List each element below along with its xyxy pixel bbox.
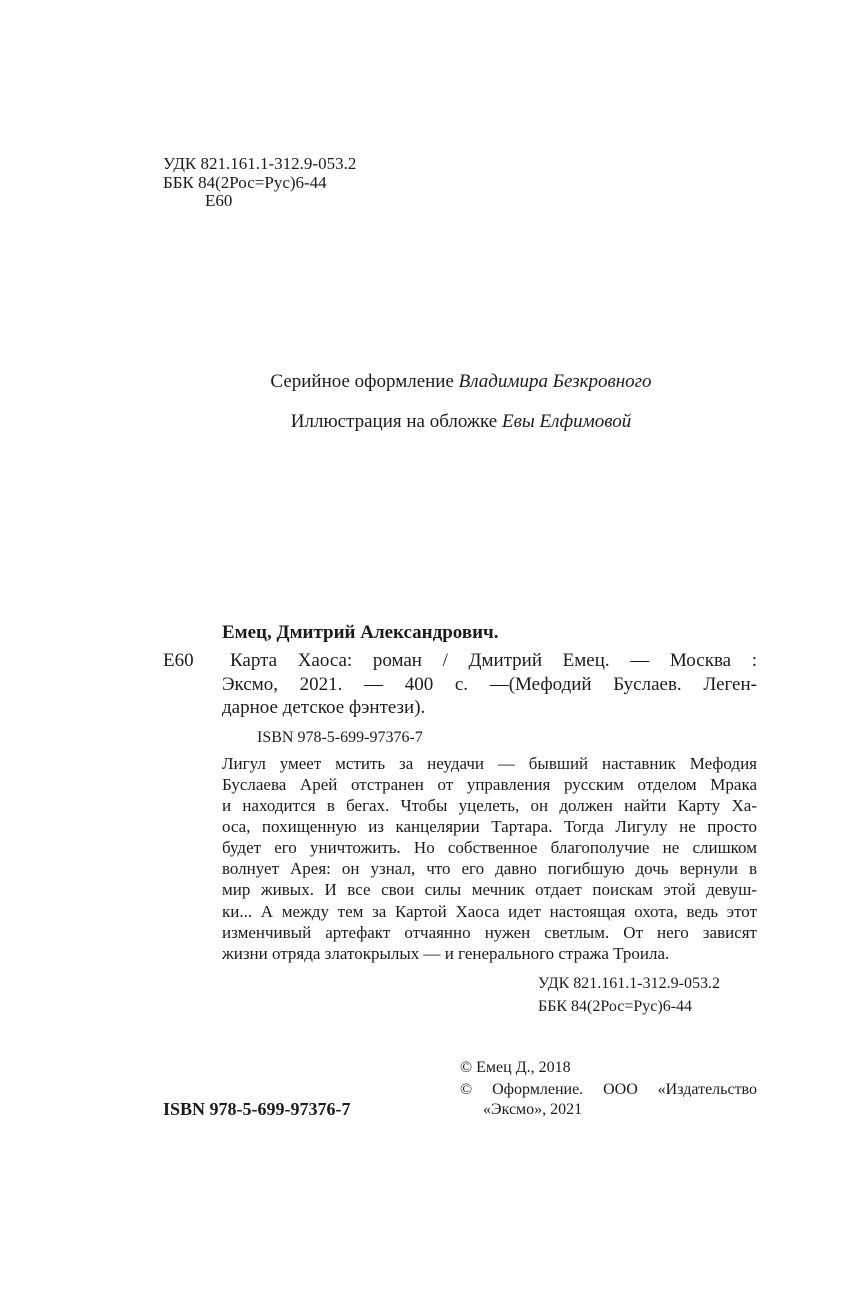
series-design-name: Владимира Безкровного <box>458 371 652 392</box>
series-design-prefix: Серийное оформление <box>270 371 459 392</box>
series-design-credit <box>160 370 762 394</box>
annotation-line: оса, похищенную из канцелярии Тартара. Тогда Лигулу не просто <box>222 817 757 836</box>
author-mark-top: Е60 <box>205 191 233 210</box>
annotation-line: изменчивый артефакт отчаянно нужен светлым. От него зависят <box>222 923 757 942</box>
illustration-name: Евы Елфимовой <box>502 411 632 432</box>
copyright-design-line-1: © Оформление. ООО «Издательство <box>460 1081 757 1098</box>
udk-code-bottom: УДК 821.161.1-312.9-053.2 <box>538 975 720 992</box>
illustration-credit <box>160 410 762 434</box>
bbk-code-bottom: ББК 84(2Рос=Рус)6-44 <box>538 998 693 1015</box>
isbn-bold: ISBN 978-5-699-97376-7 <box>163 1099 351 1119</box>
copyright-design-line-2: «Эксмо», 2021 <box>483 1101 583 1118</box>
illustration-prefix: Иллюстрация на обложке <box>290 411 502 432</box>
annotation-line: мир живых. И все свои силы мечник отдает поискам этой девуш- <box>222 880 757 899</box>
annotation-line: ки... А между тем за Картой Хаоса идет настоящая охота, ведь этот <box>222 902 757 921</box>
author-mark-record: Е60 <box>163 650 194 671</box>
annotation-line: волнует Арея: он узнал, что его давно погибшую дочь вернули в <box>222 859 757 878</box>
annotation-line: будет его уничтожить. Но собственное благополучие не слишком <box>222 838 757 857</box>
bbk-code-top: ББК 84(2Рос=Рус)6-44 <box>163 173 327 192</box>
udk-code-top: УДК 821.161.1-312.9-053.2 <box>163 154 357 173</box>
annotation-line-last: жизни отряда златокрылых — и генерального стража Троила. <box>222 944 670 963</box>
description-line-1: Карта Хаоса: роман / Дмитрий Емец. — Москва : <box>230 650 757 671</box>
annotation-line: и находится в бегах. Чтобы уцелеть, он должен найти Карту Ха- <box>222 796 757 815</box>
isbn-record: ISBN 978-5-699-97376-7 <box>257 729 423 746</box>
copyright-author: © Емец Д., 2018 <box>460 1059 571 1076</box>
annotation-line: Лигул умеет мстить за неудачи — бывший наставник Мефодия <box>222 754 757 773</box>
author-heading: Емец, Дмитрий Александрович. <box>222 622 499 643</box>
annotation-line: Буслаева Арей отстранен от управления русским отделом Мрака <box>222 775 757 794</box>
description-line-3: дарное детское фэнтези). <box>222 697 426 718</box>
description-line-2: Эксмо, 2021. — 400 с. —(Мефодий Буслаев. Леген- <box>222 674 757 695</box>
